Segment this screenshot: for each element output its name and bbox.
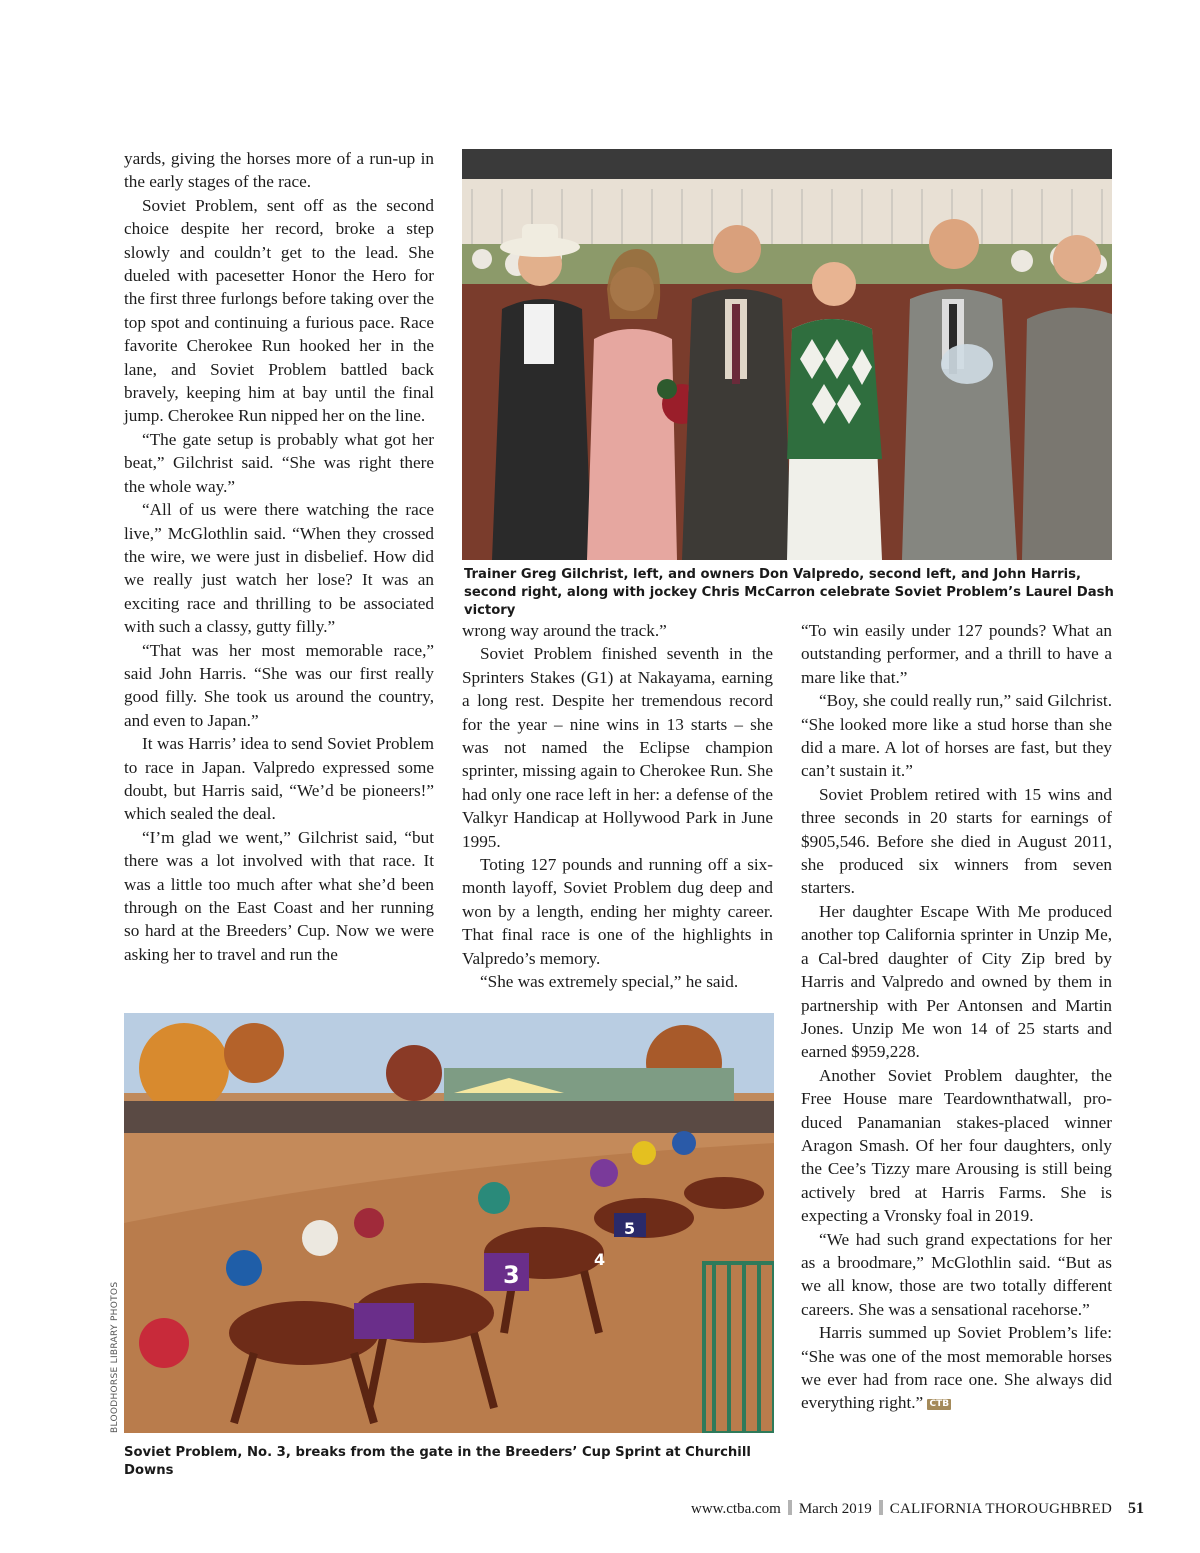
paragraph: Soviet Problem retired with 15 wins and three seconds in 20 starts for earnings of $905,546. Before she died in August 2011, she produced six winners from seven starters. — [801, 784, 1112, 898]
article-column-3 — [801, 619, 1112, 1415]
saddlecloth-number-3: 3 — [503, 1261, 520, 1289]
ctb-end-mark: CTB — [929, 1399, 950, 1410]
paragraph: Her daughter Escape With Me produced another top California sprinter in Unzip Me, a Cal-bred daughter of City Zip bred by Harris and Valpredo and owned by them in partnership with Per Antonsen and Martin Jones. Unzip Me won 14 of 25 starts and earned $959,228. — [801, 901, 1112, 1062]
paragraph: Another Soviet Problem daughter, the Free House mare Teardownthatwall, produced Panamanian stakes-placed winner Aragon Smash. Of her four daughters, only the Cee’s Tizzy mare Arousing is still being actively bred at Harris Farms. She is expecting a Vronsky foal in 2019. — [801, 1065, 1112, 1226]
page-number: 51 — [1128, 1500, 1144, 1517]
paragraph: Soviet Problem finished seventh in the Sprinters Stakes (G1) at Nakayama, earning a long rest. Despite her tremendous record for the year – nine wins in 13 starts – she was not named the Eclipse champion sprinter, missing again to Cherokee Run. She had only one race left in her: a defense of the Valkyr Handicap at Hollywood Park in June 1995. — [462, 644, 773, 851]
race-start-photo-illustration — [124, 1013, 774, 1433]
photo-caption-top: Trainer Greg Gilchrist, left, and owners Don Valpredo, second left, and John Harris, second right, along with jockey Chris McCarron celebrate Soviet Problem’s Laurel Dash victory — [464, 567, 1114, 618]
article-column-2 — [462, 619, 773, 994]
photo-caption-bottom: Soviet Problem, No. 3, breaks from the gate in the Breeders’ Cup Sprint at Churchill Downs — [124, 1445, 751, 1478]
winners-circle-photo — [462, 149, 1112, 560]
saddlecloth-number-5: 5 — [624, 1219, 636, 1238]
paragraph: “All of us were there watching the race live,” McGlothlin said. “When they crossed the wire, we were just in disbelief. How did we really just watch her lose? It was an exciting race and thrilling to be associated with such a classy, gutty filly.” — [124, 500, 434, 637]
paragraph-final-text: Harris summed up Soviet Problem’s life: “She was one of the most memorable horses we ever had from race one. She always did everything right.” — [801, 1323, 1112, 1413]
footer-separator — [879, 1500, 883, 1515]
paragraph: “Boy, she could really run,” said Gilchrist. “She looked more like a stud horse than she did a mare. A lot of horses are fast, but they can’t sustain it.” — [801, 691, 1112, 781]
article-column-1 — [124, 147, 434, 966]
race-start-photo — [124, 1013, 774, 1433]
paragraph: Toting 127 pounds and running off a six-month layoff, Soviet Problem dug deep and won by a length, ending her mighty career. That final race is one of the highlights in Valpredo’s memory. — [462, 855, 773, 968]
paragraph: “She was extremely special,” he said. — [480, 972, 739, 992]
footer-magazine-name: CALIFORNIA THOROUGHBRED — [889, 1501, 1112, 1517]
footer-separator — [788, 1500, 792, 1515]
paragraph: “I’m glad we went,” Gilchrist said, “but there was a lot involved with that race. It was a little too much after what she’d been through on the East Coast and her running so hard at the Breeders’ Cup. Now we were asking her to travel and run the — [124, 827, 434, 964]
paragraph: “To win easily under 127 pounds? What an outstanding performer, and a thrill to have a mare like that.” — [801, 621, 1112, 687]
paragraph: “We had such grand expectations for her as a broodmare,” McGlothlin said. “But as we all know, those are two totally different careers. She was a sensational racehorse.” — [801, 1229, 1112, 1319]
paragraph: It was Harris’ idea to send Soviet Problem to race in Japan. Valpredo expressed some doubt, but Harris said, “We’d be pioneers!” which sealed the deal. — [124, 734, 434, 824]
paragraph-final — [801, 1321, 1112, 1415]
paragraph: Soviet Problem, sent off as the second choice despite her record, broke a step slowly and couldn’t get to the lead. She dueled with pacesetter Honor the Hero for the first three furlongs before taking over the top spot and continuing a furious pace. Race favorite Cherokee Run hooked her in the lane, and Soviet Problem battled back bravely, keeping him at bay until the final jump. Cherokee Run nipped her on the line. — [124, 195, 434, 426]
paragraph: “The gate setup is probably what got her beat,” Gilchrist said. “She was right there the whole way.” — [124, 429, 434, 496]
paragraph: yards, giving the horses more of a run-up in the early stages of the race. — [124, 149, 434, 192]
footer-date: March 2019 — [798, 1501, 872, 1517]
saddlecloth-number-4: 4 — [594, 1250, 606, 1269]
footer-url: www.ctba.com — [690, 1501, 781, 1517]
page-footer — [691, 1500, 1144, 1518]
paragraph: “That was her most memorable race,” said John Harris. “She was our first really good filly. She took us around the country, and even to Japan.” — [124, 640, 434, 730]
paragraph: wrong way around the track.” — [462, 621, 667, 640]
photo-credit: BLOODHORSE LIBRARY PHOTOS — [110, 1281, 120, 1433]
winners-circle-photo-illustration — [462, 149, 1112, 560]
